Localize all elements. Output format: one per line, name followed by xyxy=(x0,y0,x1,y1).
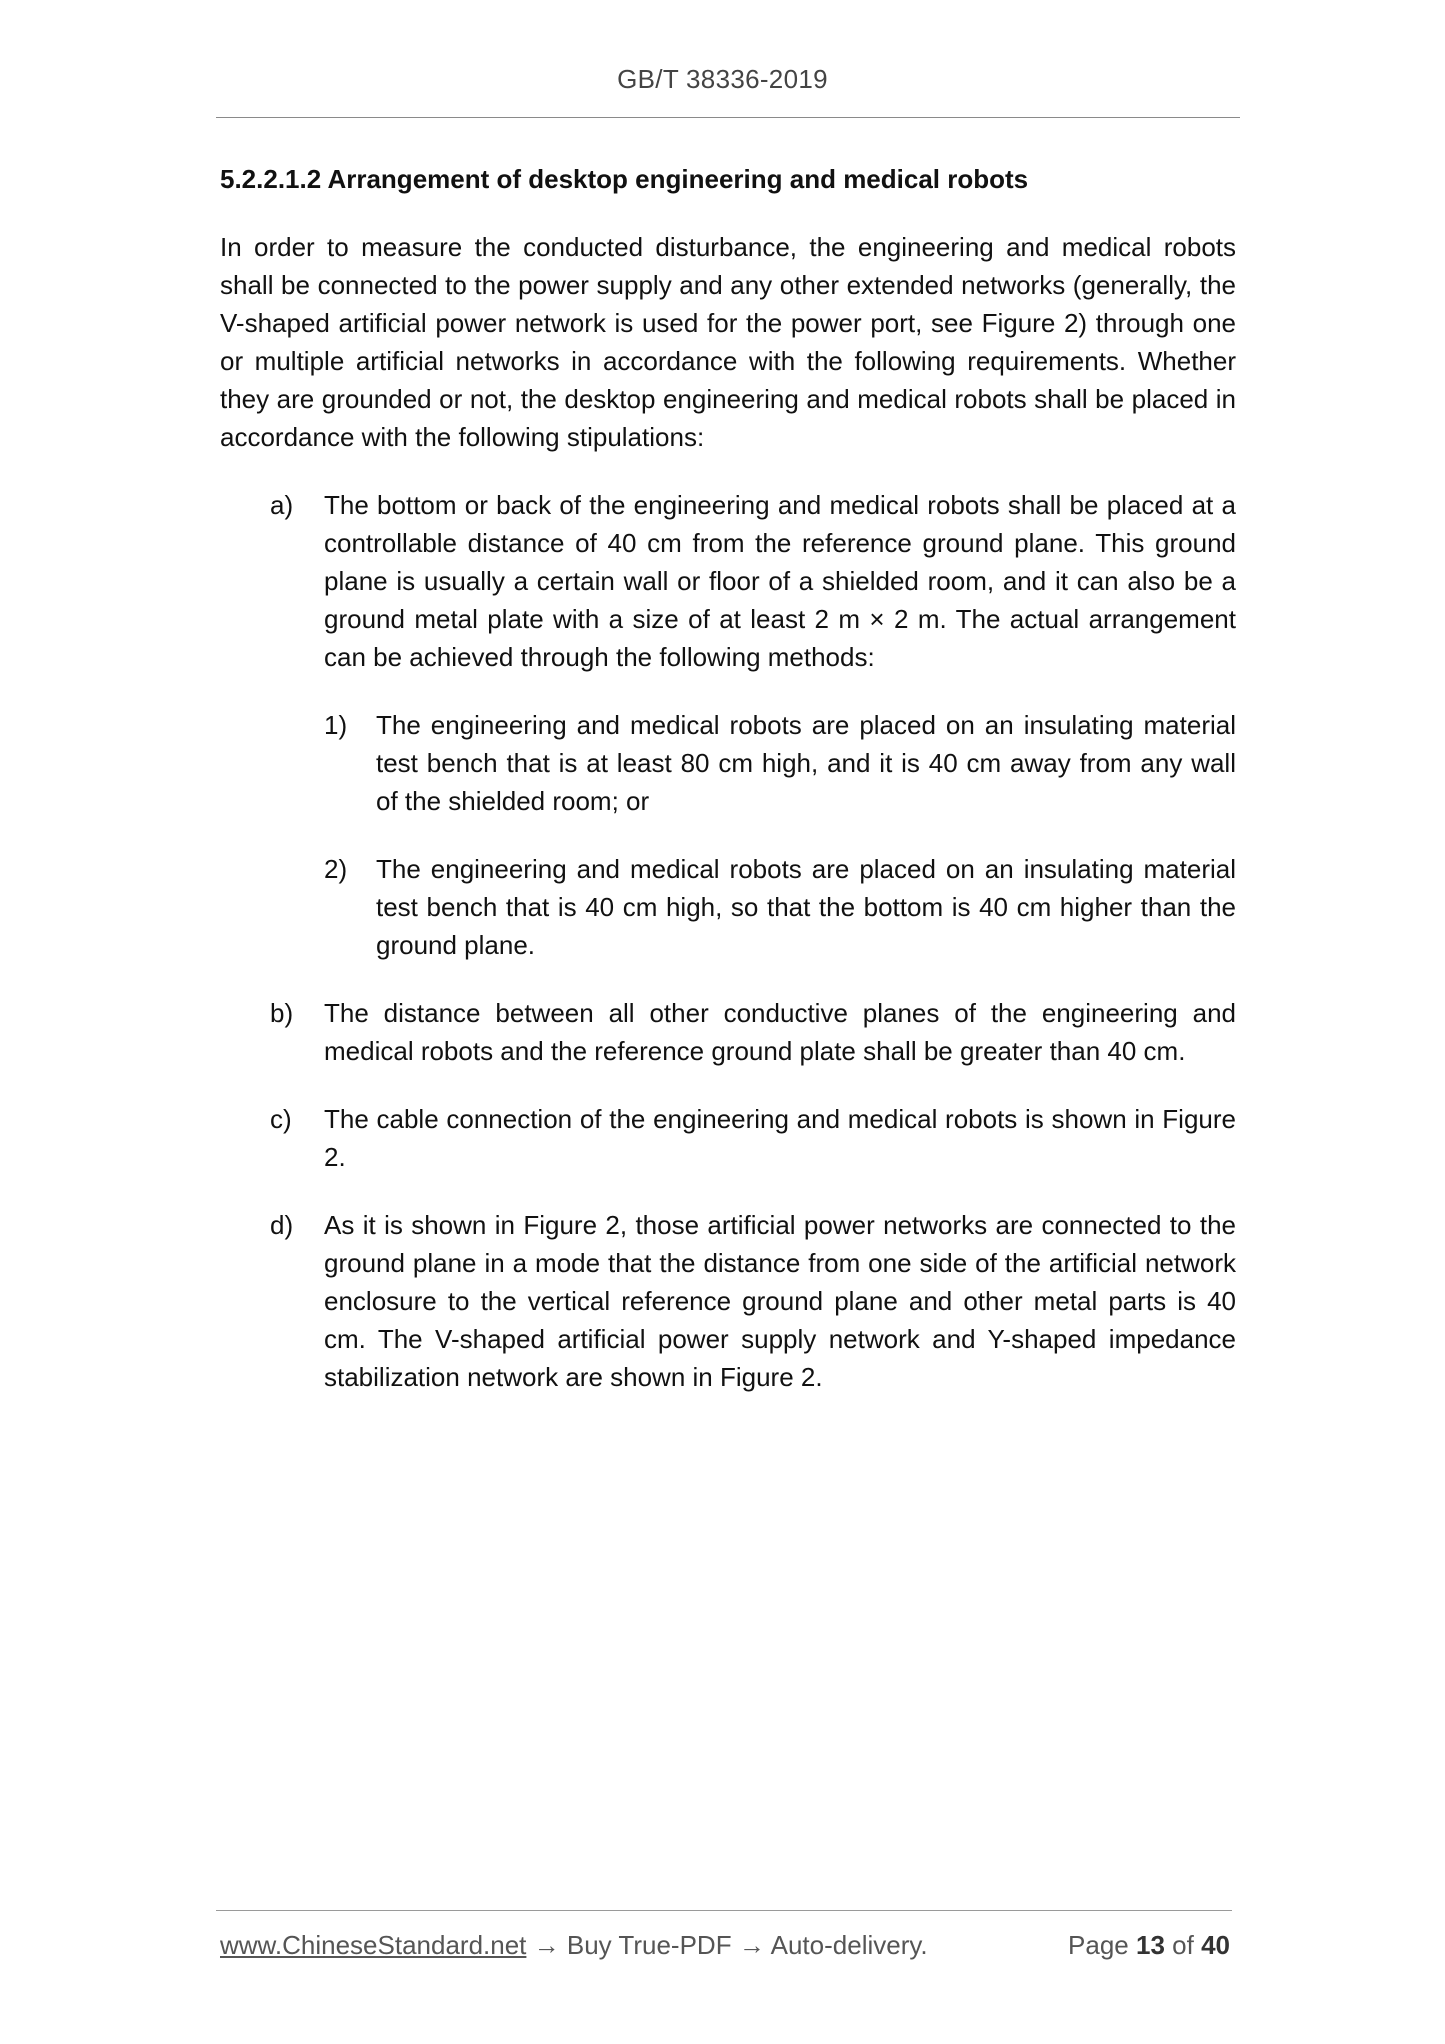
page-label: Page xyxy=(1068,1930,1129,1960)
sub-list-item-text: The engineering and medical robots are placed on an insulating material test bench that is at least 80 cm high, and it is 40 cm away from any wall of the shielded room; or xyxy=(376,710,1236,816)
current-page: 13 xyxy=(1136,1930,1165,1960)
sub-list-item-2 xyxy=(220,850,1236,964)
list-marker: c) xyxy=(270,1104,292,1134)
list-item-text: The bottom or back of the engineering and medical robots shall be placed at a controllable distance of 40 cm from the reference ground plane. This ground plane is usually a certain wall or floor of a shielded room, and it can also be a ground metal plate with a size of at least 2 m × 2 m. The actual arrangement can be achieved through the following methods: xyxy=(324,490,1236,672)
sub-list-marker: 1) xyxy=(324,710,348,740)
list-item-text: The distance between all other conductive planes of the engineering and medical robots and the reference ground plate shall be greater than 40 cm. xyxy=(324,998,1236,1066)
list-marker: b) xyxy=(270,998,294,1028)
list-item-c xyxy=(220,1100,1236,1176)
list-item-b xyxy=(220,994,1236,1070)
website-link[interactable]: www.ChineseStandard.net xyxy=(220,1930,527,1960)
total-pages: 40 xyxy=(1201,1930,1230,1960)
list-item-a xyxy=(220,486,1236,676)
page-number xyxy=(1068,1927,1230,1963)
intro-paragraph: In order to measure the conducted disturbance, the engineering and medical robots shall be connected to the power supply and any other extended networks (generally, the V-shaped artificial power network is used for the power port, see Figure 2) through one or multiple artificial networks in accordance with the following requirements. Whether they are grounded or not, the desktop engineering and medical robots shall be placed in accordance with the following stipulations: xyxy=(220,232,1236,452)
list-marker: a) xyxy=(270,490,294,520)
buy-true-pdf-text: Buy True-PDF xyxy=(566,1930,732,1960)
sub-list-item-1 xyxy=(220,706,1236,820)
header-divider xyxy=(216,117,1240,118)
sub-list-marker: 2) xyxy=(324,854,348,884)
footer-divider xyxy=(216,1910,1232,1911)
list-item-text: The cable connection of the engineering and medical robots is shown in Figure 2. xyxy=(324,1104,1236,1172)
arrow-right-icon: → xyxy=(738,1930,765,1960)
list-item-d xyxy=(220,1206,1236,1396)
auto-delivery-text: Auto-delivery. xyxy=(770,1930,928,1960)
document-header-title: GB/T 38336-2019 xyxy=(617,64,828,94)
sub-list-item-text: The engineering and medical robots are placed on an insulating material test bench that is 40 cm high, so that the bottom is 40 cm higher than the ground plane. xyxy=(376,854,1236,960)
list-marker: d) xyxy=(270,1210,294,1240)
document-body xyxy=(220,160,1236,1426)
section-heading: 5.2.2.1.2 Arrangement of desktop engineering and medical robots xyxy=(220,164,1029,194)
arrow-right-icon: → xyxy=(533,1930,560,1960)
page-footer xyxy=(220,1927,1230,1963)
list-item-text: As it is shown in Figure 2, those artificial power networks are connected to the ground plane in a mode that the distance from one side of the artificial network enclosure to the vertical reference ground plane and other metal parts is 40 cm. The V-shaped artificial power supply network and Y-shaped impedance stabilization network are shown in Figure 2. xyxy=(324,1210,1236,1392)
of-label: of xyxy=(1172,1930,1194,1960)
